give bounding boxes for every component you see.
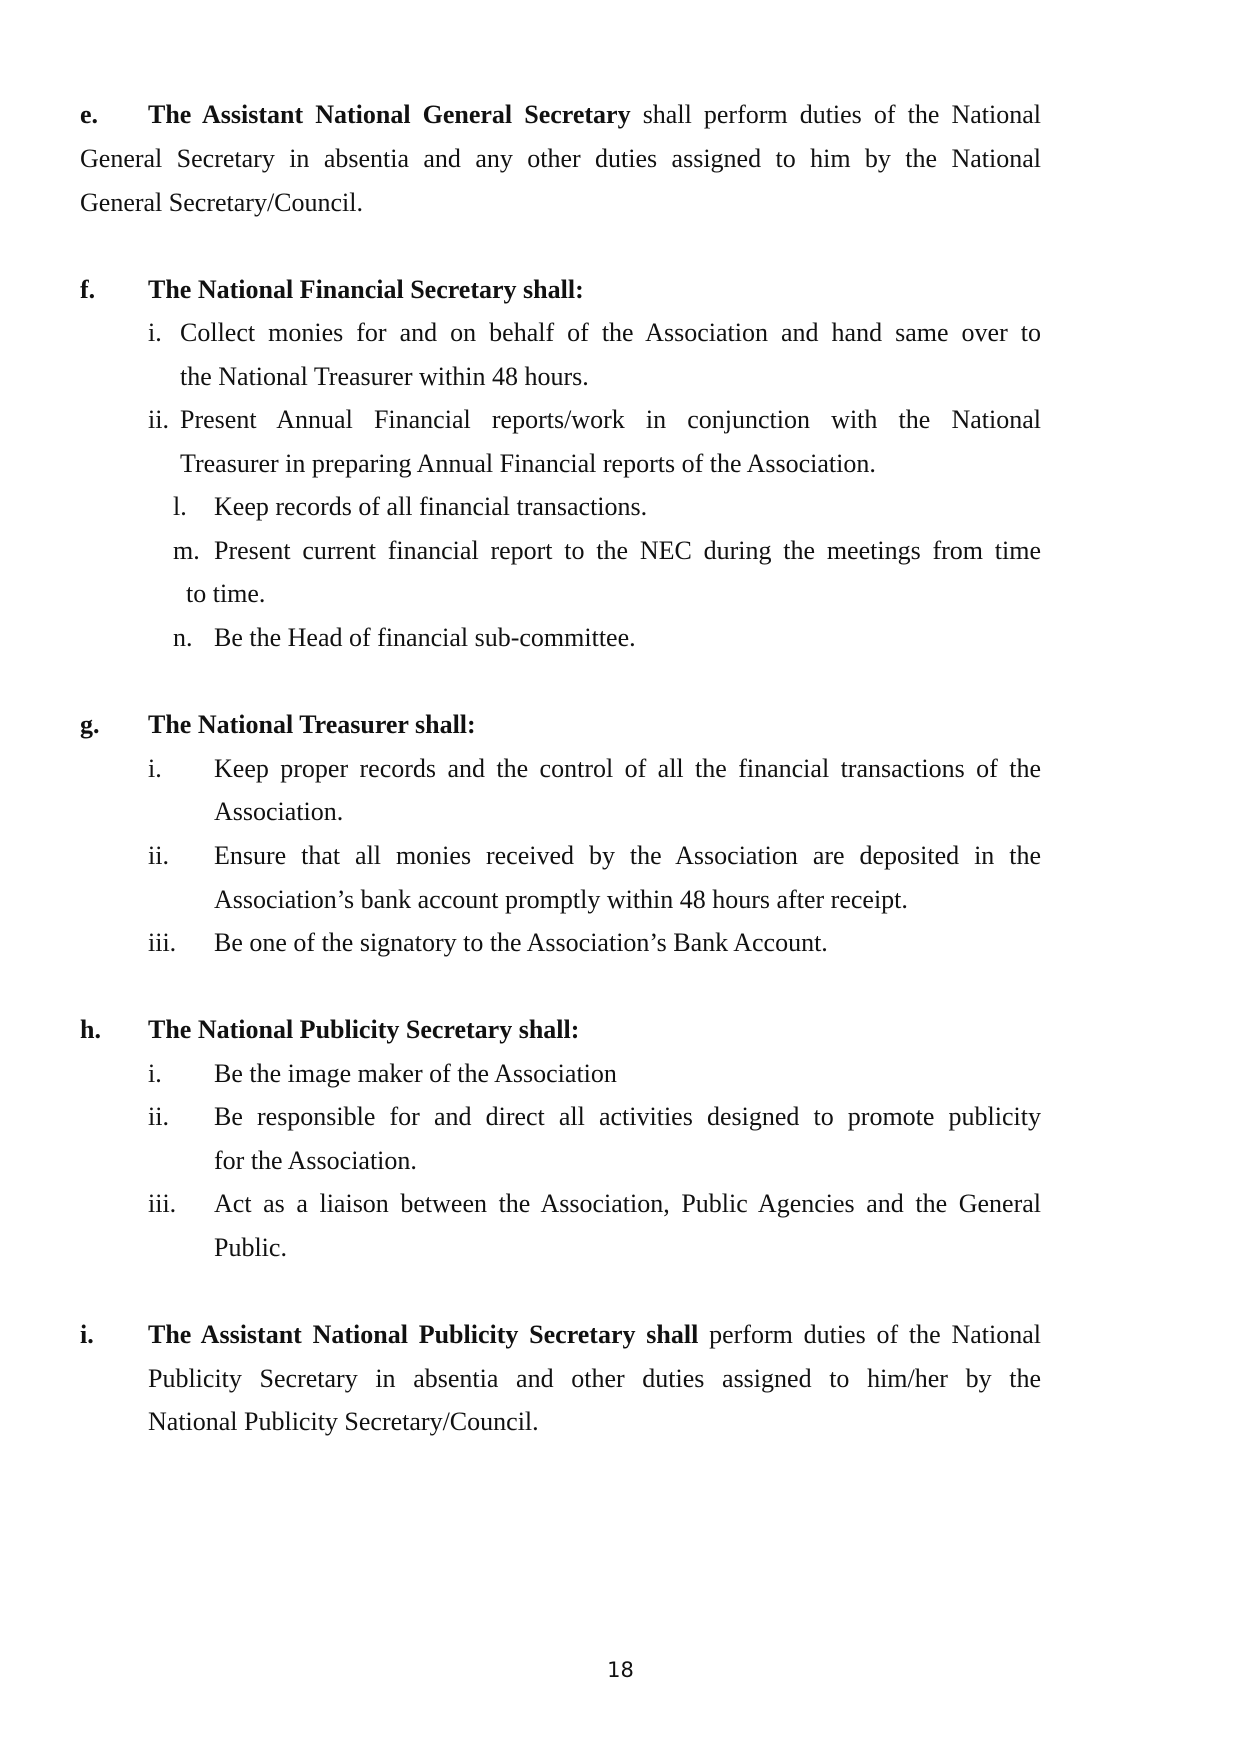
section-g-heading: The National Treasurer shall: [148,710,476,739]
section-marker: h. [80,1015,101,1044]
list-item-text: Association. [214,797,344,826]
list-item-text: Public. [214,1233,287,1262]
list-marker: n. [173,623,193,652]
list-marker: ii. [148,1102,169,1131]
list-item-text: Keep records of all financial transactions. [214,492,648,521]
list-item-text: Collect monies for and on behalf of the Association and hand same over to [180,318,1041,347]
list-marker: i. [148,1059,162,1088]
section-marker: f. [80,275,96,304]
section-i-line-2: Publicity Secretary in absentia and other duties assigned to him/her by the [148,1364,1041,1393]
section-marker: e. [80,100,99,129]
section-i-title: The Assistant National Publicity Secretary shall [148,1320,699,1349]
list-item-text: Be the Head of financial sub-committee. [214,623,636,652]
list-marker: ii. [148,405,169,434]
list-item-text: Present Annual Financial reports/work in conjunction with the National [180,405,1041,434]
list-marker: i. [148,318,162,347]
section-i-line-3: National Publicity Secretary/Council. [148,1407,539,1436]
section-e-title: The Assistant National General Secretary [148,100,631,129]
section-e-line-3: General Secretary/Council. [80,188,363,217]
section-e-line-1: The Assistant National General Secretary shall perform duties of the National [148,100,1041,129]
section-marker: i. [80,1320,94,1349]
section-h-heading: The National Publicity Secretary shall: [148,1015,580,1044]
list-item-text: Ensure that all monies received by the Association are deposited in the [214,841,1041,870]
list-marker: l. [173,492,187,521]
list-item-text: Present current financial report to the NEC during the meetings from time [214,536,1041,565]
section-f-heading: The National Financial Secretary shall: [148,275,584,304]
list-item-text: Be the image maker of the Association [214,1059,617,1088]
list-item-text: Treasurer in preparing Annual Financial reports of the Association. [180,449,876,478]
page-number: 18 [607,1658,634,1682]
list-item-text: the National Treasurer within 48 hours. [180,362,589,391]
list-marker: i. [148,754,162,783]
list-item-text: Be one of the signatory to the Association’s Bank Account. [214,928,828,957]
list-item-text: Keep proper records and the control of all the financial transactions of the [214,754,1041,783]
list-marker: iii. [148,1189,177,1218]
list-marker: iii. [148,928,177,957]
section-e-line-2: General Secretary in absentia and any other duties assigned to him by the National [80,144,1041,173]
list-marker: m. [173,536,200,565]
section-marker: g. [80,710,100,739]
list-item-text: Be responsible for and direct all activities designed to promote publicity [214,1102,1041,1131]
list-item-text: Association’s bank account promptly within 48 hours after receipt. [214,885,908,914]
list-item-text: Act as a liaison between the Association, Public Agencies and the General [214,1189,1041,1218]
list-item-text: to time. [186,579,266,608]
list-item-text: for the Association. [214,1146,417,1175]
list-marker: ii. [148,841,169,870]
section-i-line-1: The Assistant National Publicity Secretary shall perform duties of the National [148,1320,1041,1349]
